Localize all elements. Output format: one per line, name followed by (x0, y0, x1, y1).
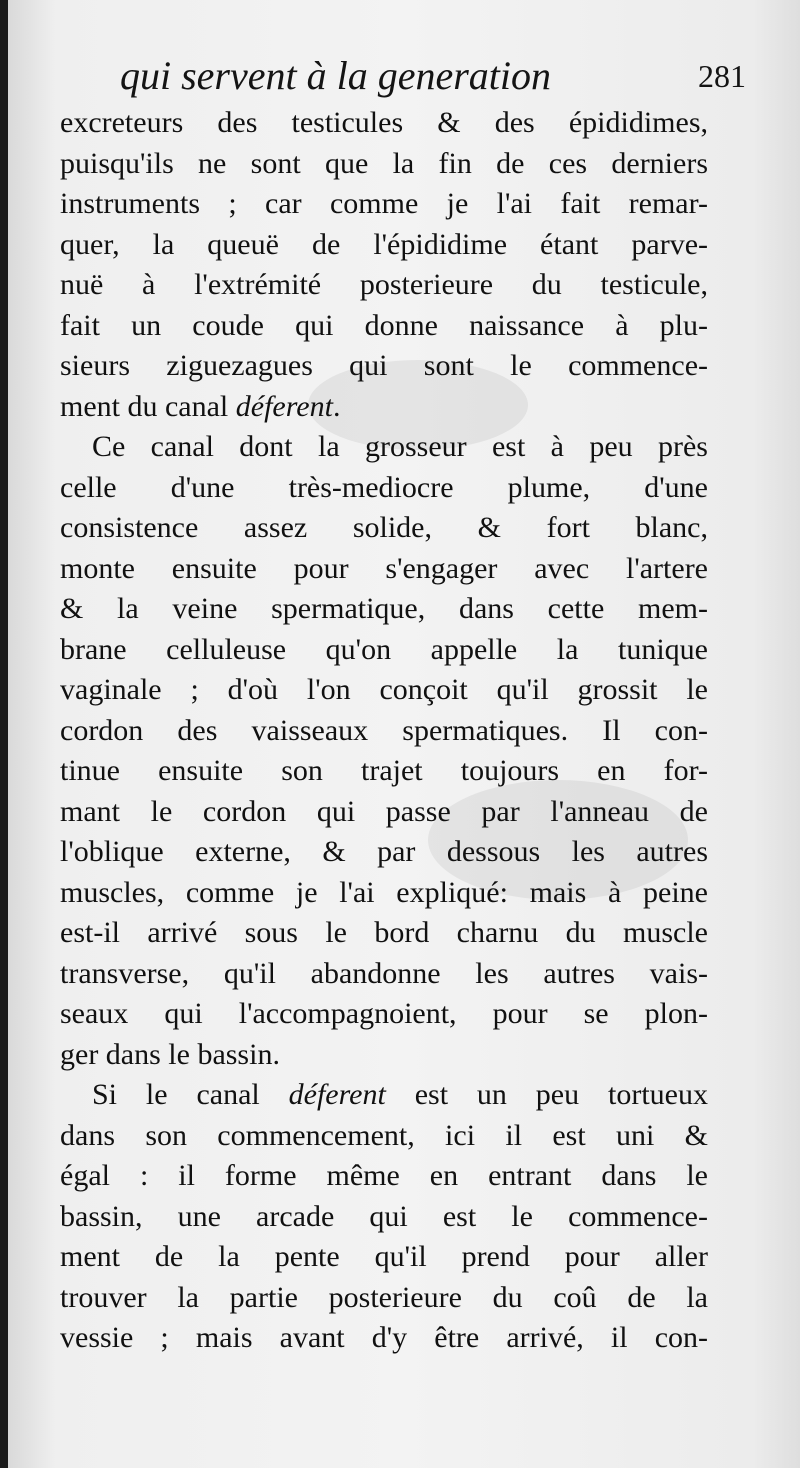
text-line: ment du canal déferent. (60, 389, 341, 423)
text-line: tinue ensuite son trajet toujours en for- (60, 754, 708, 787)
text-line: cordon des vaisseaux spermatiques. Il con- (60, 713, 708, 747)
text-line: sieurs ziguezagues qui sont le commence- (60, 349, 708, 382)
text-line: nuë à l'extrémité posterieure du testicule, (60, 268, 708, 301)
page-header (8, 50, 800, 102)
body-text (60, 103, 708, 1359)
text-line: & la veine spermatique, dans cette mem- (60, 592, 708, 625)
text-line: celle d'une très-mediocre plume, d'une (60, 470, 708, 504)
text-line: monte ensuite pour s'engager avec l'artere (60, 551, 708, 585)
paragraph-first-line: Si le canal déferent est un peu tortueux (92, 1078, 708, 1111)
text-line: trouver la partie posterieure du coû de la (60, 1280, 708, 1314)
text-line: est-il arrivé sous le bord charnu du muscle (60, 916, 708, 949)
text-line: seaux qui l'accompagnoient, pour se plon- (60, 997, 708, 1030)
text-line: vaginale ; d'où l'on conçoit qu'il grossit le (60, 673, 708, 706)
text-line: instruments ; car comme je l'ai fait remar- (60, 187, 708, 220)
text-line: fait un coude qui donne naissance à plu- (60, 308, 708, 342)
text-line: excreteurs des testicules & des épididimes, (60, 106, 708, 139)
text-line: l'oblique externe, & par dessous les autres (60, 835, 708, 868)
running-head: qui servent à la generation (120, 53, 552, 98)
text-line: égal : il forme même en entrant dans le (60, 1159, 708, 1192)
text-line: ger dans le bassin. (60, 1037, 280, 1071)
text-line: dans son commencement, ici il est uni & (60, 1118, 708, 1152)
text-line: vessie ; mais avant d'y être arrivé, il con- (60, 1321, 708, 1354)
text-line: quer, la queuë de l'épididime étant parve- (60, 227, 708, 261)
page-number: 281 (698, 58, 746, 94)
paragraph-first-line: Ce canal dont la grosseur est à peu près (92, 430, 708, 463)
text-line: ment de la pente qu'il prend pour aller (60, 1240, 708, 1273)
text-line: bassin, une arcade qui est le commence- (60, 1199, 708, 1233)
text-line: consistence assez solide, & fort blanc, (60, 511, 708, 544)
book-page (8, 0, 800, 1468)
text-line: muscles, comme je l'ai expliqué: mais à peine (60, 875, 708, 909)
text-line: mant le cordon qui passe par l'anneau de (60, 794, 708, 828)
text-line: transverse, qu'il abandonne les autres vais- (60, 956, 708, 990)
text-line: puisqu'ils ne sont que la fin de ces derniers (60, 146, 708, 180)
text-line: brane celluleuse qu'on appelle la tunique (60, 632, 708, 666)
